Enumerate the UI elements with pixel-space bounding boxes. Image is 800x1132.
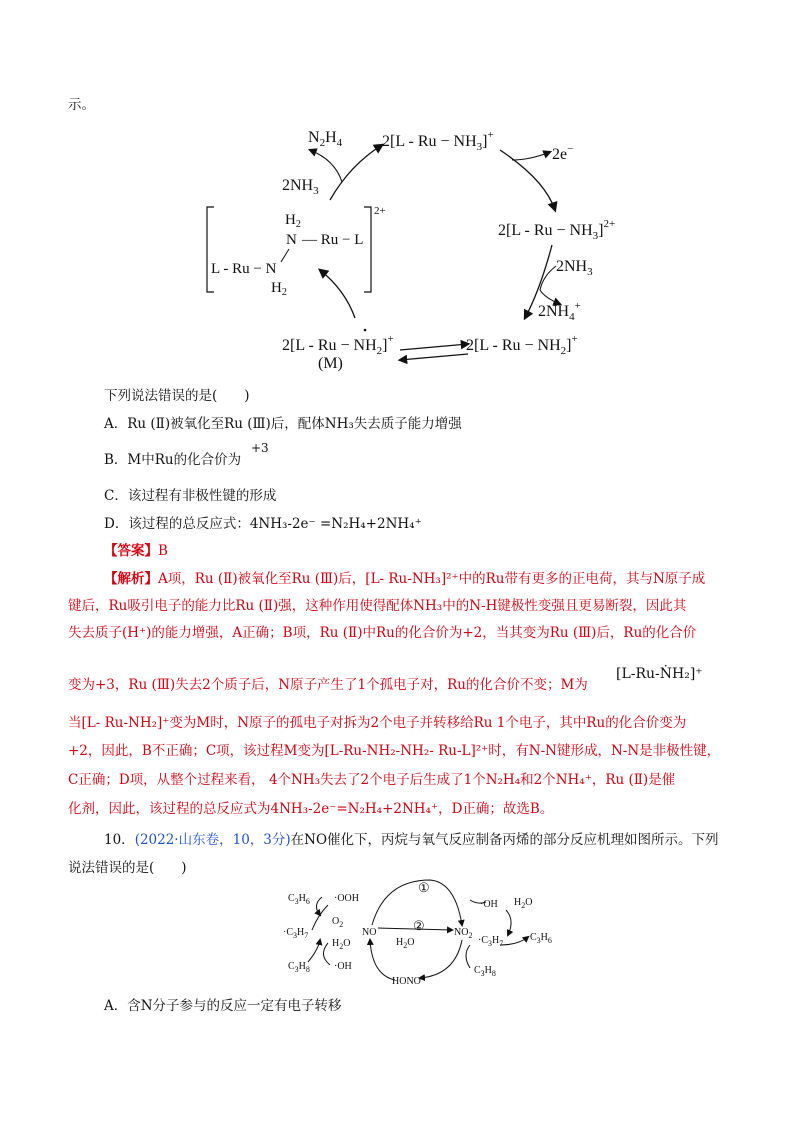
- q10-option-a: A．含N分子参与的反应一定有电子转移: [104, 998, 342, 1014]
- nh3-in2-label: $2NH_3$: [556, 258, 593, 278]
- q10-line-1: 10．(2022·山东卷，10，3分)在NO催化下，丙烷与氧气反应制备丙烯的部分反应机理如图所示。下列: [104, 832, 719, 848]
- c3h8-label: $C_3H_8$: [288, 961, 310, 974]
- h2o-b-label: $H_2O$: [396, 937, 415, 950]
- analysis-line-5: 当[L- Ru-NH₂]⁺变为M时，N原子的孤电子对拆为2个电子并转移给Ru 1个电子，其中Ru的化合价变为: [68, 715, 687, 731]
- dimer-ru-bottom: L - Ru − N: [211, 261, 277, 277]
- oh-a-label: ·OH: [334, 961, 352, 972]
- analysis-line-7: C正确；D项，从整个过程来看， 4个NH₃失去了2个电子后生成了1个N₂H₄和2个NH₄⁺，Ru (Ⅱ)是催: [68, 772, 676, 788]
- dimer-ru-top: — Ru − L: [302, 232, 364, 248]
- answer-label: 【答案】: [104, 543, 158, 559]
- c3h6-label: $C_3H_6$: [288, 893, 310, 906]
- analysis-line-4: 变为+3，Ru (Ⅲ)失去2个质子后，N原子产生了1个孤电子对，Ru的化合价不变；M为: [68, 677, 588, 693]
- c3h8-b-label: $C_3H_8$: [474, 965, 496, 978]
- oh-b-label: ·OH: [480, 899, 498, 910]
- option-d: D．该过程的总反应式：4NH₃-2e⁻ =N₂H₄+2NH₄⁺: [104, 516, 422, 532]
- m-label: (M): [318, 355, 343, 372]
- dimer-h2-top: $H_2$: [285, 212, 301, 230]
- q10-number: 10．: [104, 832, 135, 848]
- analysis-line-6: +2，因此，B不正确；C项，该过程M变为[L-Ru-NH₂-NH₂- Ru-L]²⁺时，有N-N键形成，N-N是非极性键，: [68, 743, 721, 759]
- o2-label: $O_2$: [332, 916, 344, 929]
- option-b-value: +3: [251, 441, 269, 455]
- ooh-label: ·OOH: [334, 893, 359, 904]
- h2o-c-label: $H_2O$: [514, 897, 533, 910]
- circled-1: ①: [418, 880, 430, 895]
- circled-2: ②: [413, 918, 425, 933]
- c3h7-b-label: $\cdot C_3H_7$: [478, 935, 504, 948]
- dimer-h2-bottom: $H_2$: [271, 280, 287, 298]
- no-label: NO: [362, 927, 377, 938]
- option-c: C．该过程有非极性键的形成: [104, 488, 277, 504]
- no2-label: $NO_2$: [454, 927, 473, 940]
- answer-value: B: [158, 543, 168, 559]
- dimer-n-top: N: [286, 232, 297, 248]
- analysis-line-2: 键后，Ru吸引电子的能力比Ru (Ⅱ)强，这种作用使得配体NH₃中的N-H键极性变强且更易断裂，因此其: [68, 598, 687, 614]
- option-a: A．Ru (Ⅱ)被氧化至Ru (Ⅲ)后，配体NH₃失去质子能力增强: [104, 416, 462, 432]
- nh4-out-label: $2NH_4^+$: [538, 300, 581, 323]
- analysis-line-3: 失去质子(H⁺)的能力增强，A正确；B项，Ru (Ⅱ)中Ru的化合价为+2，当其变为Ru (Ⅲ)后，Ru的化合价: [68, 625, 697, 641]
- hono-label: HONO: [392, 976, 421, 987]
- analysis-line-1: 【解析】A项，Ru (Ⅱ)被氧化至Ru (Ⅲ)后，[L- Ru-NH₃]²⁺中的Ru带有更多的正电荷，其与N原子成: [104, 571, 706, 587]
- top-complex-label: $2[L - Ru - NH_3]^+$: [382, 129, 494, 153]
- option-b: B．M中Ru的化合价为: [104, 452, 242, 468]
- q10-source[interactable]: (2022·山东卷，10，3分): [134, 832, 291, 848]
- electron-out-label: 2e−: [552, 143, 574, 163]
- intro-text: 示。: [68, 97, 95, 113]
- nh3-in-label: $2NH_3$: [282, 177, 319, 197]
- q10-line-2: 说法错误的是( ): [68, 860, 187, 876]
- m-formula: [L-Ru-ṄH₂]⁺: [616, 666, 703, 682]
- analysis-line-8: 化剂，因此，该过程的总反应式为4NH₃-2e⁻=N₂H₄+2NH₄⁺，D正确；故选B。: [68, 801, 554, 817]
- bottom-left-complex-label: $2[L - Ru - NH_2]^+$: [282, 333, 394, 357]
- dimer-charge: 2+: [374, 205, 386, 217]
- right-complex-label: $2[L - Ru - NH_3]^{2+}$: [498, 218, 616, 242]
- question-text: 下列说法错误的是( ): [104, 388, 250, 404]
- analysis-label: 【解析】: [104, 571, 158, 587]
- bottom-right-complex-label: $2[L - Ru - NH_2]^+$: [466, 333, 578, 357]
- h2o-a-label: $H_2O$: [332, 938, 351, 951]
- c3h6-b-label: $C_3H_6$: [530, 932, 552, 945]
- c3h7-label: $\cdot C_3H_7$: [283, 927, 309, 940]
- n2h4-label: $N_2H_4$: [308, 129, 343, 149]
